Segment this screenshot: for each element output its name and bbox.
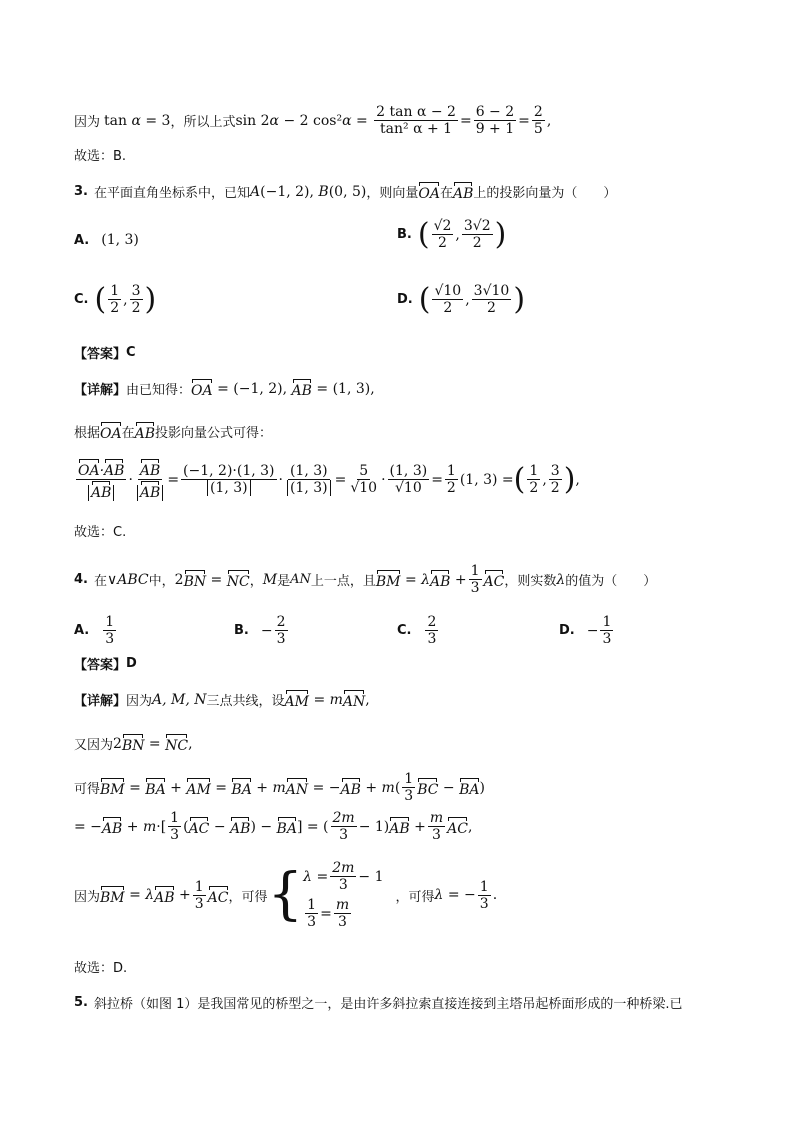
q4-detail: 【详解】 因为 A, M, N 三点共线，设 AM = m AN , bbox=[74, 689, 370, 710]
prev-solution-line: 因为 tan α = 3 ，所以上式 sin 2 α − 2 cos² α = $\frac{\text{2 tan α − 2}}{\text{tan² α + 1}}$ = $\frac{6 - 2}{9 + 1}$ = $\frac{2}{5}$ , bbox=[74, 104, 552, 137]
question-4: 4. 在 ∨ ABC 中， 2 BN = NC ， M 是 AN 上一点，且 BM = λ AB + $\frac{1}{3}$ AC ，则实数 λ 的值为（ ） bbox=[74, 563, 657, 596]
prev-answer bbox=[74, 145, 126, 164]
q4-detail-3: 可得 BM = BA + AM = BA + m AN = − AB + m ( $\frac{1}{3}$ BC − BA ) bbox=[74, 771, 485, 804]
fraction: $\frac{6 - 2}{9 + 1}$ bbox=[475, 104, 515, 137]
question-number: 3. bbox=[74, 184, 88, 199]
q4-choose: 故选：D. bbox=[74, 961, 128, 976]
q3-choose: 故选：C. bbox=[74, 525, 127, 540]
question-3: 3. 在平面直角坐标系中，已知 A (−1, 2), B (0, 5) ，则向量 OA 在 AB 上的投影向量为（ ） bbox=[74, 181, 616, 202]
option-a: A. $\frac{1}{3}$ bbox=[74, 614, 115, 647]
option-a: A. (1, 3) bbox=[74, 232, 139, 248]
q3-answer: 【答案】 C bbox=[74, 345, 136, 362]
text: 在 bbox=[439, 186, 453, 201]
q3-detail-2: 根据 OA 在 AB 投影向量公式可得： bbox=[74, 421, 272, 442]
option-d: D. ( $\frac{√10}{2}$ , $\frac{3√10}{2}$ ) bbox=[397, 281, 526, 317]
text: 在平面直角坐标系中，已知 bbox=[93, 186, 250, 201]
text: 因为 bbox=[74, 115, 101, 130]
text: ，所以上式 bbox=[170, 115, 236, 130]
q4-detail-4: = − AB + m ·[ $\frac{1}{3}$ ( AC − AB ) − BA ] = ( $\frac{2m}{3}$ − 1) AB + $\frac{m}{3}$ AC , bbox=[74, 810, 473, 843]
q3-detail: 【详解】 由已知得： OA = (−1, 2), AB = (1, 3), bbox=[74, 378, 375, 399]
q3-formula: $\frac{OA\cdot AB}{AB}$ · $\frac{AB}{AB}$ = $\frac{(-1, 2)\cdot(1, 3)}{(1, 3)}$ · $\frac{(1, 3)}{(1, 3)}$ = $\frac{5}{√10}$ · $\frac{(1, 3)}{√10}$ = $\frac{1}{2}$ (1, 3) = ( $\frac{1}{2}$ , $\frac{3}{2}$ ) , bbox=[74, 458, 580, 501]
option-d: D. − $\frac{1}{3}$ bbox=[559, 614, 612, 647]
fraction: $\frac{2}{5}$ bbox=[533, 104, 543, 137]
question-5: 5. 斜拉桥（如图 1）是我国常见的桥型之一，是由许多斜拉索直接连接到主塔吊起桥面形成的一种桥梁.已 bbox=[74, 995, 683, 1012]
option-b: B. − $\frac{2}{3}$ bbox=[234, 614, 286, 647]
q4-detail-5: 因为 BM = λ AB + $\frac{1}{3}$ AC ，可得 { λ = $\frac{2m}{3}$ − 1 $\frac{1}{3}$ = $\frac{m}{3}$ ，可得 λ = − $\frac{1}{3}$ . bbox=[74, 860, 498, 930]
q4-answer: 【答案】 D bbox=[74, 656, 137, 673]
text: ，则向量 bbox=[366, 186, 419, 201]
option-b: B. ( $\frac{√2}{2}$ , $\frac{3√2}{2}$ ) bbox=[397, 216, 507, 252]
text: 上的投影向量为（ ） bbox=[473, 186, 617, 201]
choose-text: 故选：B. bbox=[74, 149, 127, 164]
fraction: $\frac{\text{2 tan α − 2}}{\text{tan² α + 1}}$ bbox=[376, 104, 456, 137]
option-c: C. $\frac{2}{3}$ bbox=[397, 614, 437, 647]
option-c: C. ( $\frac{1}{2}$ , $\frac{3}{2}$ ) bbox=[74, 281, 157, 317]
q4-detail-2: 又因为 2 BN = NC , bbox=[74, 733, 193, 754]
